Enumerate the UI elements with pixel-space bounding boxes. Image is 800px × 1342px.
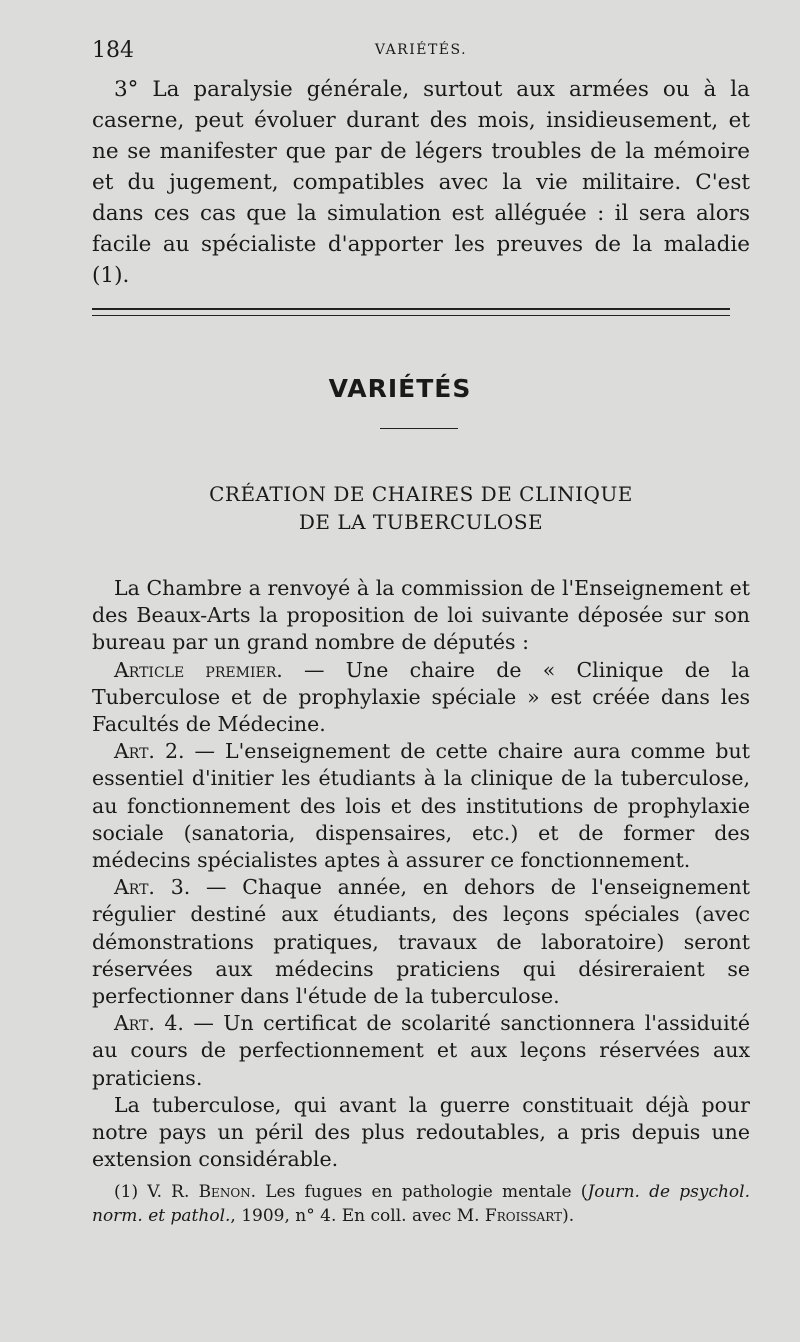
footnote-coauthor: Froissart [484,1206,563,1226]
intro-paragraph: 3° La paralysie générale, surtout aux armées ou à la caserne, peut évoluer durant des mois, insidieusement, et ne se manifester que par de légers troubles de la mémoire et du jugement, compatibles avec la vie militaire. C'est dans ces cas que la simulation est alléguée : il sera alors facile au spécialiste d'apporter les preuves de la maladie (1). [92,77,750,288]
intro-block [92,74,750,291]
article-3 [92,874,750,1010]
article-2 [92,738,750,874]
footnote-marker: (1) V. R. [114,1182,199,1202]
article-1 [92,657,750,739]
article-2-text: — L'enseignement de cette chaire aura comme but essentiel d'initier les étudiants à la clinique de la tuberculose, au fonctionnement des lois et des institutions de prophylaxie sociale (sanatoria, dispensaires, etc.) et de former des médecins spécialistes aptes à assurer ce fonctionnement. [92,739,750,873]
article-1-text: — Une chaire de « Clinique de la Tuberculose et de prophylaxie spéciale » est créée dans les Facultés de Médecine. [92,657,750,737]
article-title-line-1: CRÉATION DE CHAIRES DE CLINIQUE [209,482,633,506]
article-4-label: Art. 4. [114,1011,184,1036]
footnote-text-2: , 1909, n° 4. En coll. avec M. [230,1206,485,1226]
page-number: 184 [92,38,134,63]
footnote-text-1: . Les fugues en pathologie mentale ( [250,1182,588,1202]
article-2-label: Art. 2. [114,739,185,764]
footnote-text-3: ). [562,1206,575,1226]
title-underline [380,428,458,429]
article-4 [92,1010,750,1092]
footnote [92,1180,750,1228]
article-1-label: Article premier. [114,657,283,682]
section-title: VARIÉTÉS [328,374,472,403]
article-title [92,480,750,536]
paragraph-closing: La tuberculose, qui avant la guerre constituait déjà pour notre pays un péril des plus redoutables, a pris depuis une extension considérable. [92,1092,750,1172]
footnote-journal: Journ. de psychol. norm. et pathol. [92,1182,750,1226]
footnote-author: Benon [198,1182,251,1202]
running-title: VARIÉTÉS. [374,42,468,58]
article-title-line-2: DE LA TUBERCULOSE [298,510,544,534]
paragraph-intro: La Chambre a renvoyé à la commission de l'Enseignement et des Beaux-Arts la proposition de loi suivante déposée sur son bureau par un grand nombre de députés : [92,576,750,655]
article-3-text: — Chaque année, en dehors de l'enseignement régulier destiné aux étudiants, des leçons spéciales (avec démonstrations pratiques, travaux de laboratoire) seront réservées aux médecins praticiens qui désireraient se perfectionner dans l'étude de la tuberculose. [92,875,750,1009]
article-4-text: — Un certificat de scolarité sanctionnera l'assiduité au cours de perfectionnement et aux leçons réservées aux praticiens. [92,1011,751,1090]
running-head [92,38,750,64]
article-3-label: Art. 3. [114,875,191,900]
section-divider [92,308,730,316]
article-body [92,575,750,1173]
